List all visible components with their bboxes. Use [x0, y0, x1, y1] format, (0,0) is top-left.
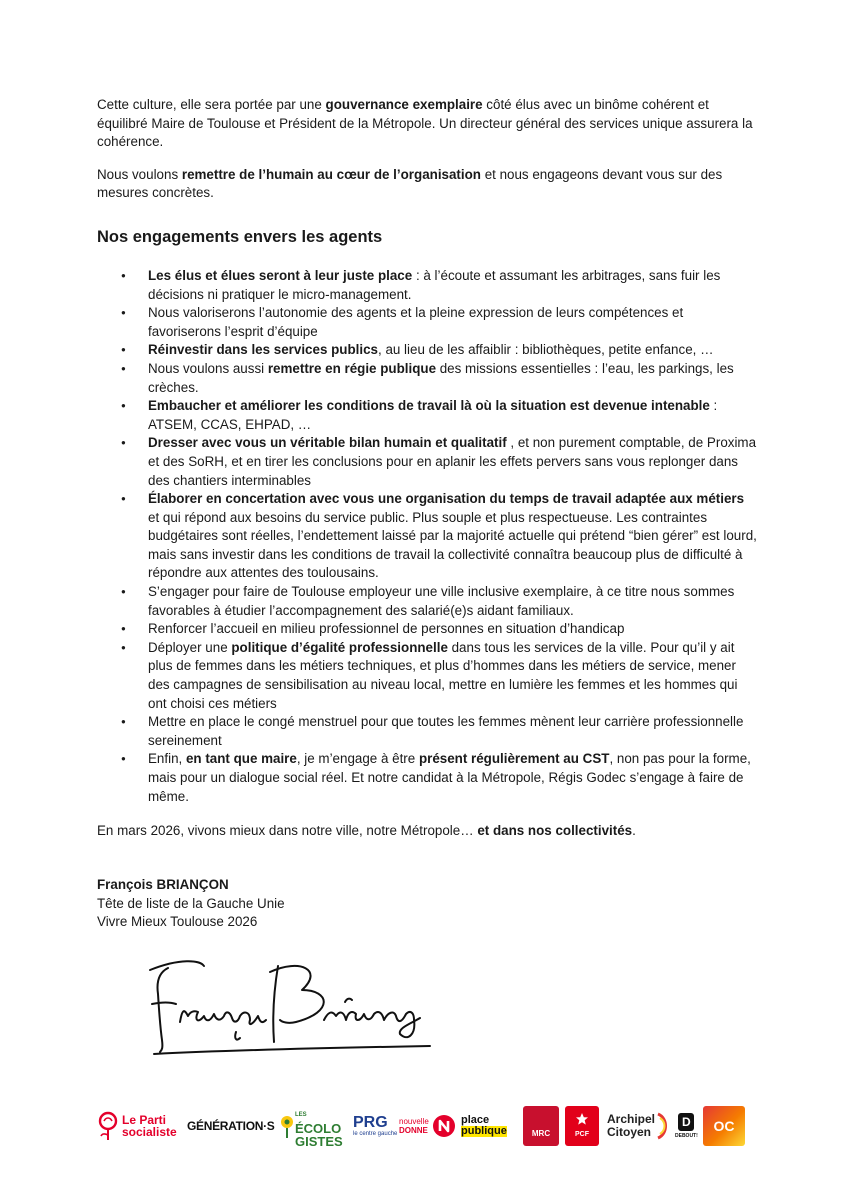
logo-parti-socialiste: Le Parti socialiste — [97, 1106, 177, 1146]
sunflower-icon — [279, 1113, 295, 1139]
list-item: ● Les élus et élues seront à leur juste place : à l’écoute et assumant les arbitrages, sans fuir les décisions ni pratiquer le micro-management. — [148, 267, 757, 304]
handwritten-signature — [140, 950, 440, 1060]
logo-place-publique: place publique — [461, 1114, 507, 1137]
rose-icon — [97, 1111, 119, 1141]
intro-paragraph-1: Cette culture, elle sera portée par une gouvernance exemplaire côté élus avec un binôme cohérent et équilibré Maire de Toulouse et Président de la Métropole. Un directeur général des services unique assurera la cohérence. — [97, 97, 753, 150]
intro-paragraph-2: Nous voulons remettre de l’humain au cœur de l’organisation et nous engageons devant vous sur des mesures concrètes. — [97, 166, 723, 201]
signatory-list: Vivre Mieux Toulouse 2026 — [97, 914, 258, 930]
logo-prg: PRG le centre gauche — [353, 1113, 398, 1137]
list-item: ● Réinvestir dans les services publics, au lieu de les affaiblir : bibliothèques, petite enfance, … — [148, 341, 757, 360]
party-logos-strip — [97, 1106, 757, 1149]
engagements-list — [97, 267, 757, 806]
list-item: ● Nous valoriserons l’autonomie des agents et la pleine expression de leurs compétences et favoriserons l’esprit d’équipe — [148, 304, 757, 341]
list-item: ● Mettre en place le congé menstruel pour que toutes les femmes mènent leur carrière professionnelle sereinement — [148, 713, 757, 750]
list-item: ● Embaucher et améliorer les conditions de travail là où la situation est devenue intenable : ATSEM, CCAS, EHPAD, … — [148, 397, 757, 434]
logo-generations: GÉNÉRATION·S — [187, 1119, 275, 1133]
signatory-role: Tête de liste de la Gauche Unie — [97, 895, 285, 911]
logo-archipel-citoyen: Archipel Citoyen — [607, 1106, 670, 1146]
n-circle-icon — [432, 1114, 456, 1138]
signature-block — [97, 876, 285, 932]
logo-mrc: MRC — [523, 1106, 559, 1146]
list-item: ● Élaborer en concertation avec vous une organisation du temps de travail adaptée aux métiers et qui répond aux besoins du service public. Plus souple et plus respectueuse. Les contraintes budgétaires sont réelles, l’endettement laissé par la majorité actuelle qui prétend “bien gérer” est lourd, mais sans investir dans les conditions de travail la collectivité connaîtra beaucoup plus de difficulté à répondre aux attentes des toulousains. — [148, 490, 757, 583]
logo-pcf: PCF — [565, 1106, 599, 1146]
closing-paragraph: En mars 2026, vivons mieux dans notre ville, notre Métropole… et dans nos collectivités. — [97, 823, 636, 839]
section-heading: Nos engagements envers les agents — [97, 227, 383, 246]
logo-oc: OC — [703, 1106, 745, 1146]
arc-icon — [656, 1112, 670, 1140]
list-item: ● Déployer une politique d’égalité professionnelle dans tous les services de la ville. Pour qu’il y ait plus de femmes dans les métiers techniques, et plus d’hommes dans les métiers de service, mener des campagnes de sensibilisation au niveau local, mettre en lumière les femmes et les hommes qui ont choisi ces métiers — [148, 639, 757, 713]
logo-nouvelle-donne: nouvelle DONNE — [399, 1106, 456, 1146]
letter-body — [97, 96, 757, 855]
list-item: ● Nous voulons aussi remettre en régie publique des missions essentielles : l’eau, les parkings, les crèches. — [148, 360, 757, 397]
list-item: ● Renforcer l’accueil en milieu professionnel de personnes en situation d’handicap — [148, 620, 757, 639]
list-item: ● Dresser avec vous un véritable bilan humain et qualitatif , et non purement comptable, de Proxima et des SoRH, et en tirer les conclusions pour en aplanir les effets pervers sans vous replonger dans des chantiers interminables — [148, 434, 757, 490]
signatory-name: François BRIANÇON — [97, 877, 229, 892]
list-item: ● S’engager pour faire de Toulouse employeur une ville inclusive exemplaire, à ce titre nous sommes favorables à étudier l’accompagnement des salarié(e)s aidant familiaux. — [148, 583, 757, 620]
list-item: ● Enfin, en tant que maire, je m’engage à être présent régulièrement au CST, non pas pour la forme, mais pour un dialogue social réel. Et notre candidat à la Métropole, Régis Godec s’engage à faire de même. — [148, 750, 757, 806]
logo-les-ecologistes: LES ÉCOLO GISTES — [279, 1106, 343, 1146]
logo-debout: D DEBOUT! — [675, 1115, 698, 1139]
star-icon — [575, 1112, 589, 1126]
